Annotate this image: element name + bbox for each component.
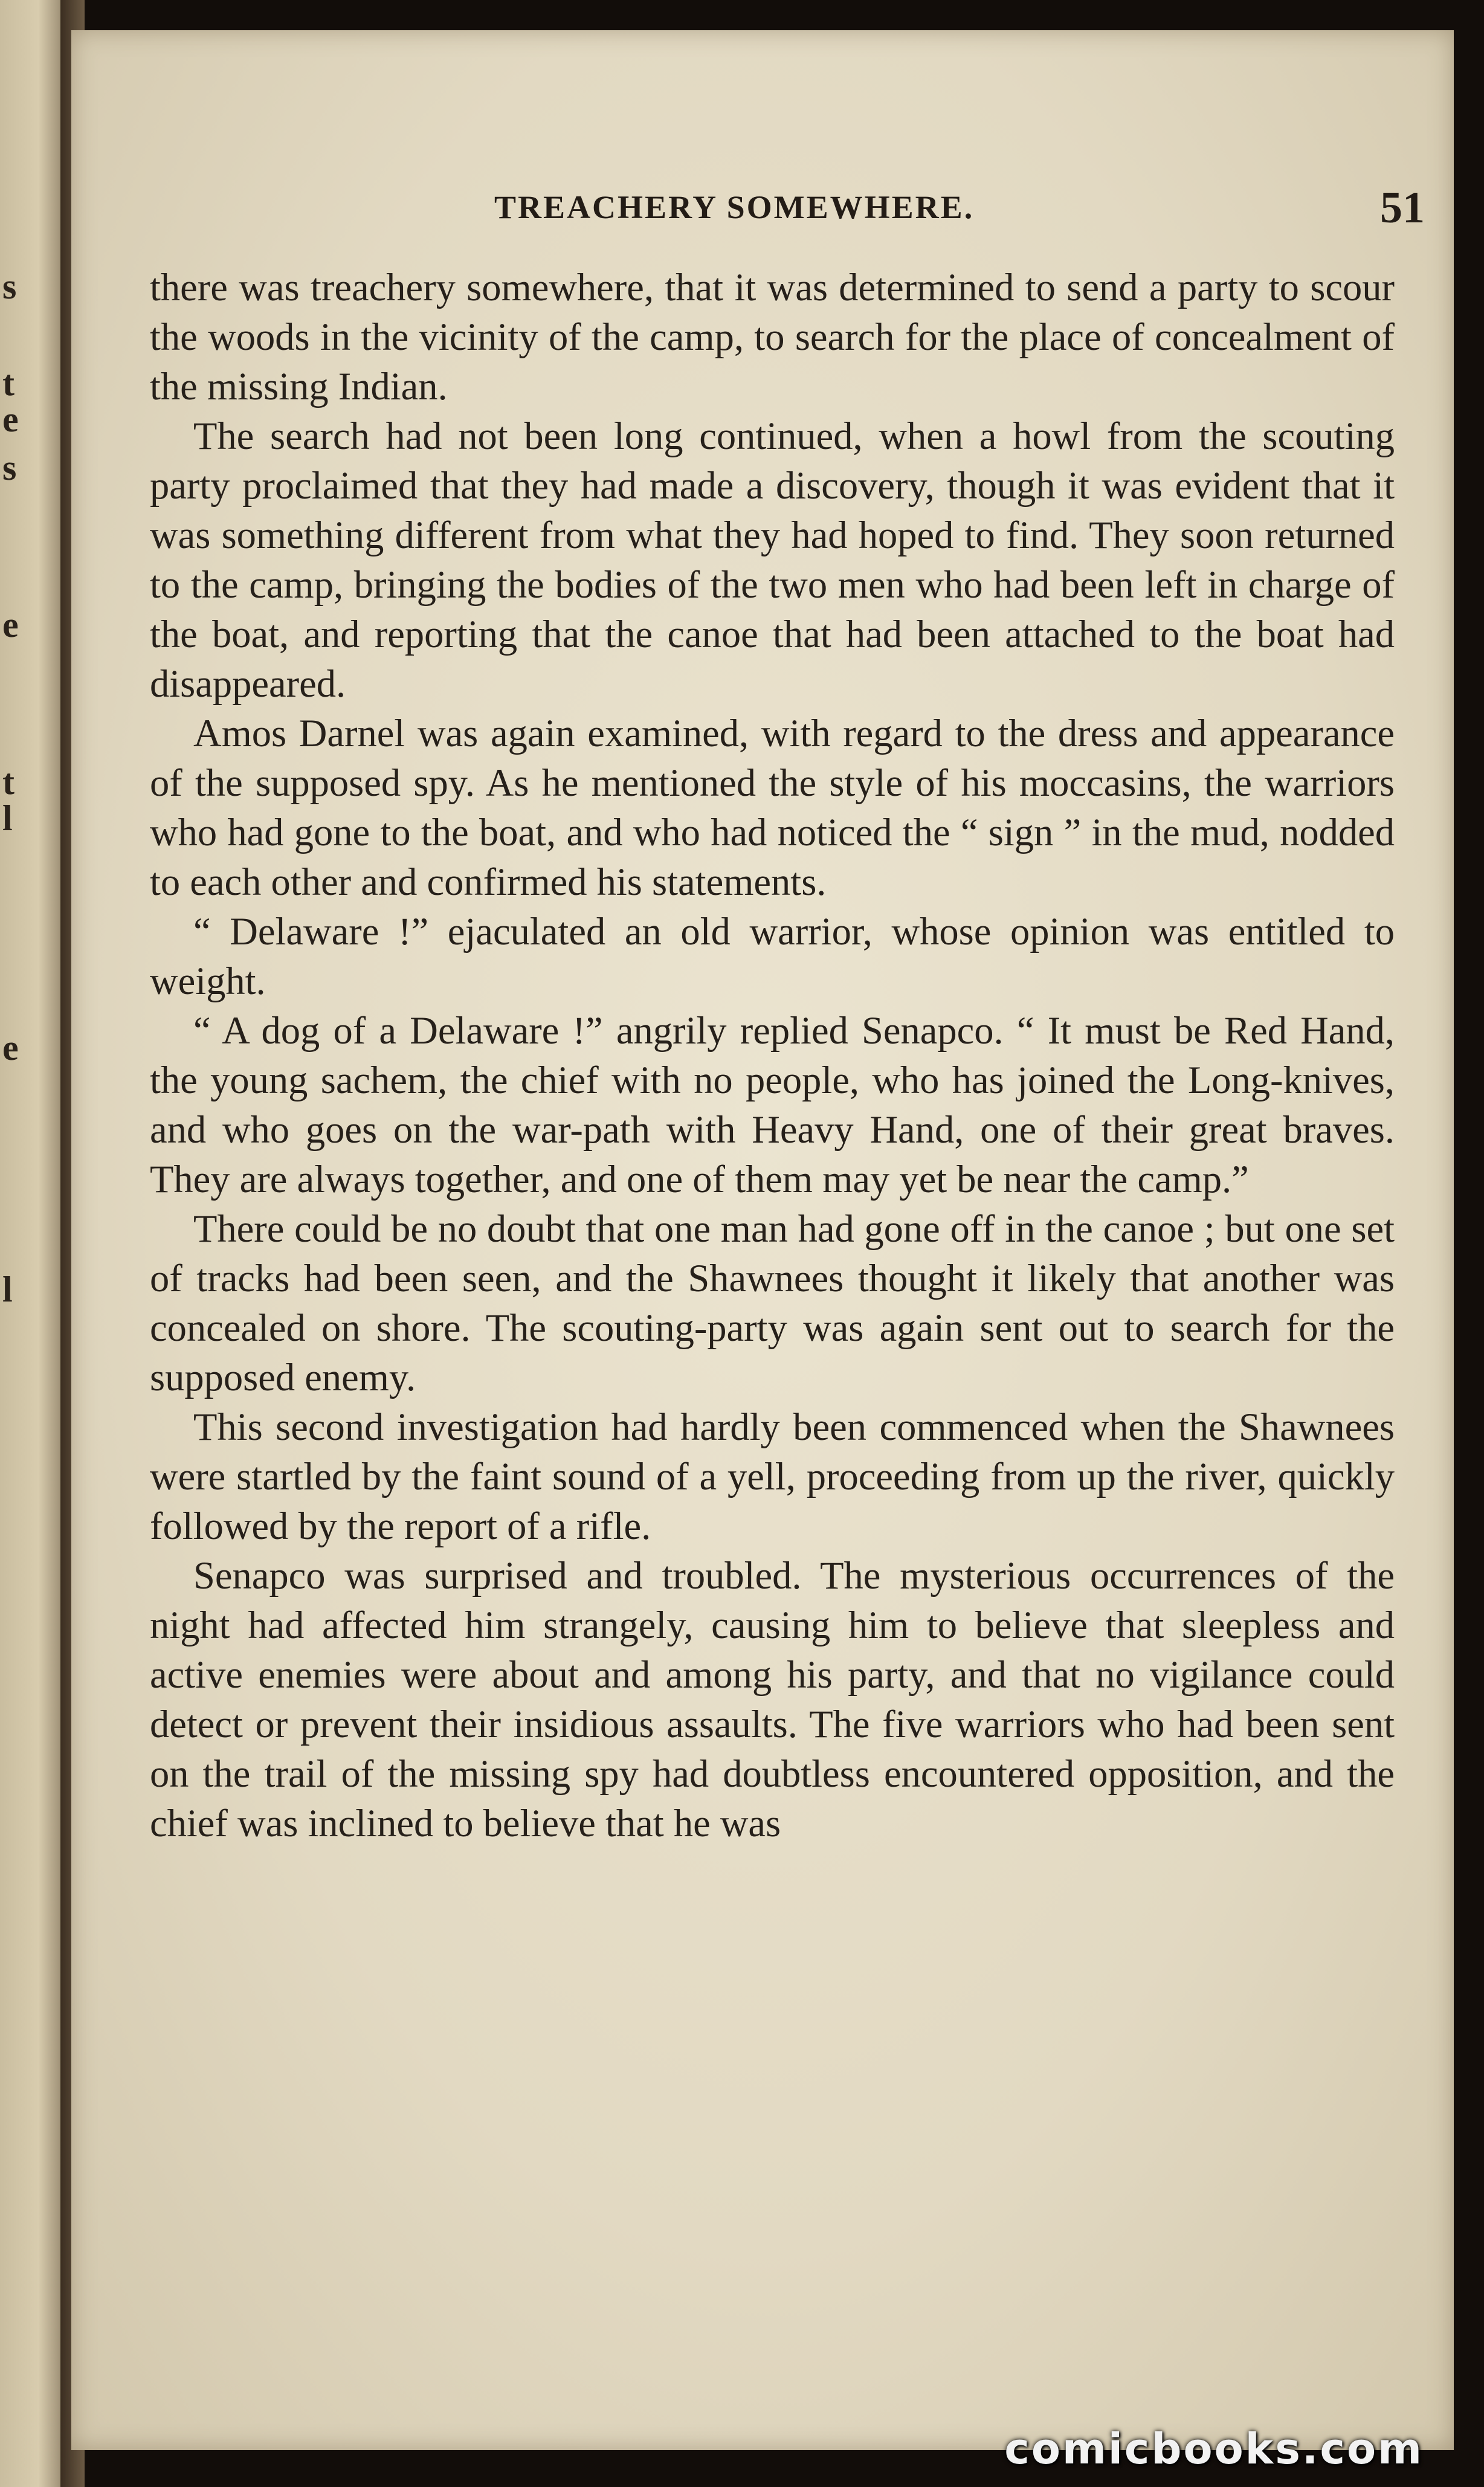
book-page — [71, 30, 1454, 2450]
page-number: 51 — [1380, 183, 1425, 233]
watermark: comicbooks.com — [1004, 2424, 1424, 2474]
previous-page-sliver — [0, 0, 69, 2487]
page-body — [150, 263, 1395, 1848]
edge-letter: e — [2, 1028, 19, 1068]
edge-letter: s — [2, 266, 17, 306]
paragraph: The search had not been long continued, when a howl from the scouting party proclaimed that they had made a discovery, though it was evident that it was something different from what they had hoped to find. They soon returned to the camp, bringing the bodies of the two men who had been left in charge of the boat, and reporting that the canoe that had been attached to the boat had disappeared. — [150, 414, 1395, 705]
edge-letter: s — [2, 448, 17, 488]
previous-page-edge-letters — [0, 242, 24, 1994]
edge-letter: t — [2, 762, 15, 802]
paragraph: There could be no doubt that one man had gone off in the canoe ; but one set of tracks had been seen, and the Shawnees thought it likely that another was concealed on shore. The scouting-party was again sent out to search for the supposed enemy. — [150, 1207, 1395, 1399]
edge-letter: l — [2, 1269, 13, 1309]
paragraph: Amos Darnel was again examined, with regard to the dress and appearance of the supposed spy. As he mentioned the style of his moccasins, the warriors who had gone to the boat, and who had noticed the “ sign ” in the mud, nodded to each other and confirmed his statements. — [150, 712, 1395, 903]
paragraph: there was treachery somewhere, that it was determined to send a party to scour the woods in the vicinity of the camp, to search for the place of concealment of the missing Indian. — [150, 266, 1395, 408]
paragraph: “ A dog of a Delaware !” angrily replied Senapco. “ It must be Red Hand, the young sachem, the chief with no people, who has joined the Long-knives, and who goes on the war-path with Heavy Hand, one of their great braves. They are always together, and one of them may yet be near the camp.” — [150, 1009, 1395, 1201]
edge-letter: t — [2, 363, 15, 403]
page-header — [494, 182, 1425, 237]
edge-letter: e — [2, 605, 19, 645]
paragraph: This second investigation had hardly been commenced when the Shawnees were startled by the faint sound of a yell, proceeding from up the river, quickly followed by the report of a rifle. — [150, 1405, 1395, 1547]
paragraph: Senapco was surprised and troubled. The mysterious occurrences of the night had affected him strangely, causing him to believe that sleepless and active enemies were about and among his party, and that no vigilance could detect or prevent their insidious assaults. The five warriors who had been sent on the trail of the missing spy had doubtless encountered opposition, and the chief was inclined to believe that he was — [150, 1554, 1395, 1845]
running-head: TREACHERY SOMEWHERE. — [494, 189, 975, 225]
edge-letter: e — [2, 399, 19, 439]
paragraph: “ Delaware !” ejaculated an old warrior, whose opinion was entitled to weight. — [150, 910, 1395, 1002]
edge-letter: l — [2, 798, 13, 838]
